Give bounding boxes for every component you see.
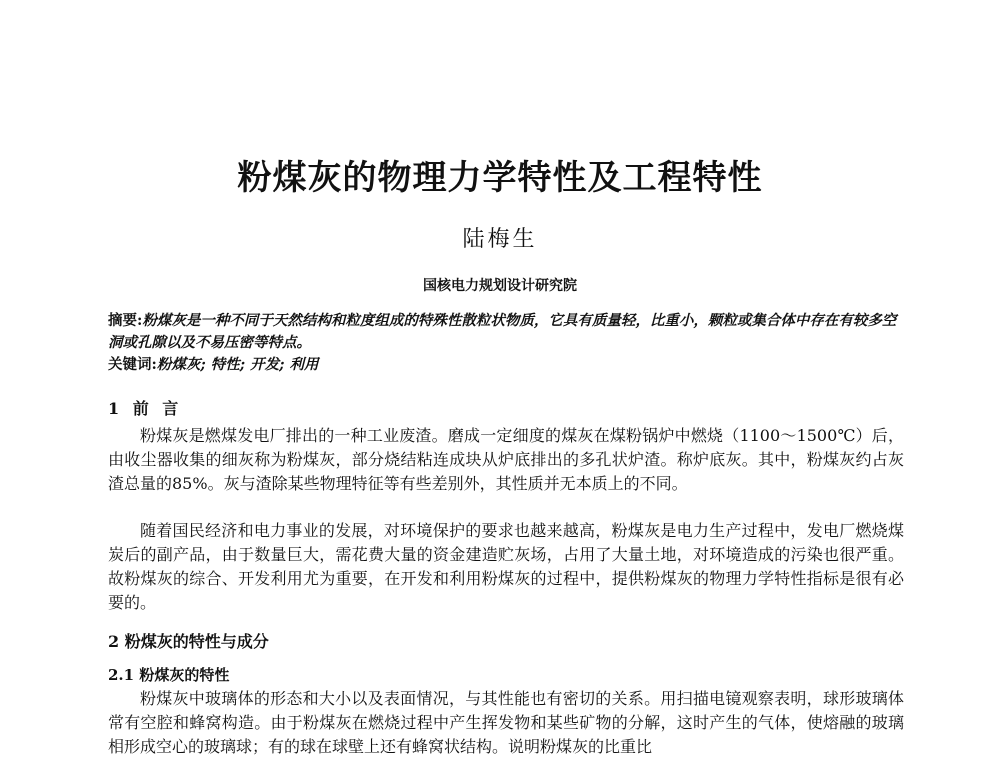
keywords-label: 关键词: (108, 356, 157, 373)
intro-paragraph-1: 粉煤灰是燃煤发电厂排出的一种工业废渣。磨成一定细度的煤灰在煤粉锅炉中燃烧（1100～1500℃）后，由收尘器收集的细灰称为粉煤灰，部分烧结粘连成块从炉底排出的多孔状炉渣。称炉底灰。其中，粉煤灰约占灰渣总量的85%。灰与渣除某些物理特征等有些差别外，其性质并无本质上的不同。 (108, 426, 904, 493)
characteristics-paragraph: 粉煤灰中玻璃体的形态和大小以及表面情况，与其性能也有密切的关系。用扫描电镜观察表明，球形玻璃体常有空腔和蜂窝构造。由于粉煤灰在燃烧过程中产生挥发物和某些矿物的分解，这时产生的气体，使熔融的玻璃相形成空心的玻璃球；有的球在球壁上还有蜂窝状结构。说明粉煤灰的比重比 (108, 689, 904, 756)
paper-title: 粉煤灰的物理力学特性及工程特性 (237, 158, 763, 198)
keywords (108, 354, 908, 376)
abstract (108, 310, 908, 354)
author-affiliation: 国核电力规划设计研究院 (423, 278, 577, 294)
abstract-label: 摘要: (108, 312, 143, 329)
section-heading-properties: 2 粉煤灰的特性与成分 (108, 632, 269, 651)
abstract-text: 粉煤灰是一种不同于天然结构和粒度组成的特殊性散粒状物质，它具有质量轻，比重小，颗粒或集合体中存在有较多空洞或孔隙以及不易压密等特点。 (108, 312, 897, 351)
section-heading-introduction: 1 前 言 (108, 399, 183, 418)
keywords-text: 粉煤灰; 特性; 开发; 利用 (156, 356, 319, 373)
subsection-heading-characteristics: 2.1 粉煤灰的特性 (108, 666, 230, 684)
intro-paragraph-2: 随着国民经济和电力事业的发展，对环境保护的要求也越来越高，粉煤灰是电力生产过程中，发电厂燃烧煤炭后的副产品，由于数量巨大，需花费大量的资金建造贮灰场，占用了大量土地，对环境造成的污染也很严重。故粉煤灰的综合、开发利用尤为重要，在开发和利用粉煤灰的过程中，提供粉煤灰的物理力学特性指标是很有必要的。 (108, 521, 904, 612)
author-name: 陆梅生 (462, 227, 538, 252)
